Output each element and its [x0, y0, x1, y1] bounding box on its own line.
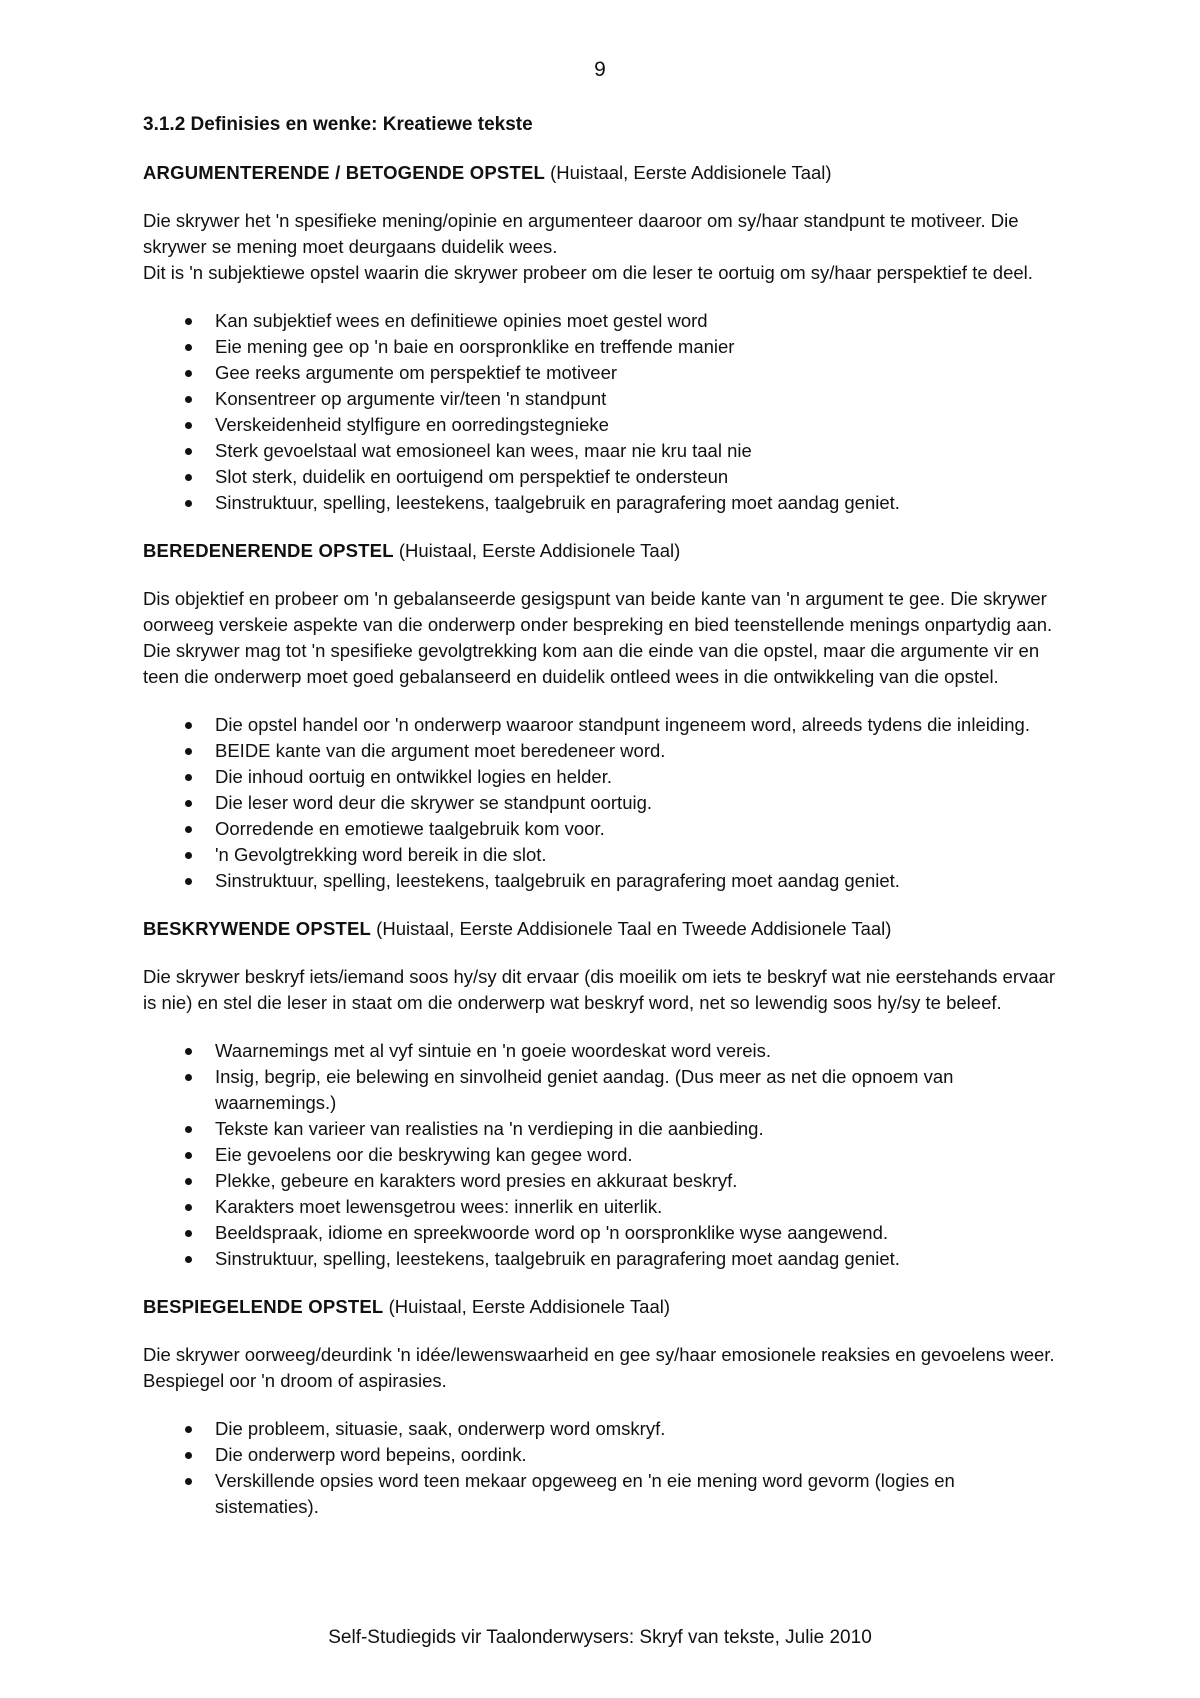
bullet-icon	[185, 748, 192, 755]
heading-note: (Huistaal, Eerste Addisionele Taal en Tweede Addisionele Taal)	[376, 918, 892, 939]
list-item	[143, 712, 1063, 738]
paragraph: Dis objektief en probeer om 'n gebalanseerde gesigspunt van beide kante van 'n argument te gee. Die skrywer oorweeg verskeie aspekte van die onderwerp onder bespreking en bied teenstellende menings onpartydig aan. Die skrywer mag tot 'n spesifieke gevolgtrekking kom aan die einde van die opstel, maar die argumente vir en teen die onderwerp moet goed gebalanseerd en duidelik ontleed wees in die ontwikkeling van die opstel.	[143, 588, 1053, 687]
list-item	[143, 412, 1063, 438]
list-item	[143, 490, 1063, 516]
section-beskrywende	[143, 916, 1063, 1272]
list-item	[143, 308, 1063, 334]
list-item-text: Karakters moet lewensgetrou wees: innerlik en uiterlik.	[215, 1196, 663, 1217]
list-item	[143, 1064, 1063, 1116]
bullet-icon	[185, 422, 192, 429]
list-item-text: Gee reeks argumente om perspektief te motiveer	[215, 362, 618, 383]
bullet-icon	[185, 1478, 192, 1485]
bullet-icon	[185, 500, 192, 507]
heading-title: ARGUMENTERENDE / BETOGENDE OPSTEL	[143, 162, 545, 183]
list-item	[143, 1116, 1063, 1142]
heading-note: (Huistaal, Eerste Addisionele Taal)	[388, 1296, 670, 1317]
page-number: 9	[594, 58, 606, 81]
bullet-list	[143, 712, 1063, 894]
list-item-text: Sinstruktuur, spelling, leestekens, taalgebruik en paragrafering moet aandag geniet.	[215, 870, 900, 891]
bullet-icon	[185, 1452, 192, 1459]
list-item-text: Eie mening gee op 'n baie en oorspronklike en treffende manier	[215, 336, 735, 357]
section-heading	[143, 916, 1063, 942]
paragraph: Die skrywer beskryf iets/iemand soos hy/sy dit ervaar (dis moeilik om iets te beskryf wat nie eerstehands ervaar is nie) en stel die leser in staat om die onderwerp wat beskryf word, net so lewendig soos hy/sy te beleef.	[143, 966, 1055, 1013]
bullet-icon	[185, 852, 192, 859]
list-item	[143, 1442, 1063, 1468]
section-beredenerende	[143, 538, 1063, 894]
bullet-icon	[185, 722, 192, 729]
bullet-icon	[185, 1256, 192, 1263]
list-item-text: Kan subjektief wees en definitiewe opinies moet gestel word	[215, 310, 708, 331]
bullet-list	[143, 1038, 1063, 1272]
list-item-text: Tekste kan varieer van realisties na 'n verdieping in die aanbieding.	[215, 1118, 764, 1139]
list-item	[143, 334, 1063, 360]
list-item	[143, 738, 1063, 764]
section-heading	[143, 160, 1063, 186]
bullet-icon	[185, 1048, 192, 1055]
bullet-icon	[185, 474, 192, 481]
bullet-icon	[185, 800, 192, 807]
bullet-icon	[185, 318, 192, 325]
list-item	[143, 360, 1063, 386]
list-item	[143, 1168, 1063, 1194]
list-item-text: 'n Gevolgtrekking word bereik in die slot.	[215, 844, 547, 865]
bullet-icon	[185, 1426, 192, 1433]
list-item-text: Verskillende opsies word teen mekaar opgeweeg en 'n eie mening word gevorm (logies en sistematies).	[215, 1470, 955, 1517]
heading-note: (Huistaal, Eerste Addisionele Taal)	[398, 540, 681, 561]
section-title: 3.1.2 Definisies en wenke: Kreatiewe tekste	[143, 114, 533, 135]
bullet-icon	[185, 1074, 192, 1081]
list-item-text: Plekke, gebeure en karakters word presies en akkuraat beskryf.	[215, 1170, 738, 1191]
list-item	[143, 816, 1063, 842]
bullet-icon	[185, 774, 192, 781]
list-item-text: Konsentreer op argumente vir/teen 'n standpunt	[215, 388, 607, 409]
section-argumenterende	[143, 160, 1063, 516]
list-item	[143, 764, 1063, 790]
list-item	[143, 438, 1063, 464]
list-item-text: Sinstruktuur, spelling, leestekens, taalgebruik en paragrafering moet aandag geniet.	[215, 1248, 900, 1269]
list-item	[143, 790, 1063, 816]
section-heading	[143, 1294, 1063, 1320]
bullet-list	[143, 308, 1063, 516]
bullet-icon	[185, 826, 192, 833]
bullet-icon	[185, 1126, 192, 1133]
paragraph: Die skrywer oorweeg/deurdink 'n idée/lewenswaarheid en gee sy/haar emosionele reaksies en gevoelens weer. Bespiegel oor 'n droom of aspirasies.	[143, 1344, 1055, 1391]
section-heading	[143, 538, 1063, 564]
list-item-text: Oorredende en emotiewe taalgebruik kom voor.	[215, 818, 605, 839]
bullet-icon	[185, 878, 192, 885]
list-item-text: Verskeidenheid stylfigure en oorredingstegnieke	[215, 414, 609, 435]
list-item	[143, 464, 1063, 490]
list-item	[143, 1194, 1063, 1220]
bullet-list	[143, 1416, 1063, 1520]
list-item-text: Insig, begrip, eie belewing en sinvolheid geniet aandag. (Dus meer as net die opnoem van waarnemings.)	[215, 1066, 954, 1113]
bullet-icon	[185, 396, 192, 403]
paragraph: Die skrywer het 'n spesifieke mening/opinie en argumenteer daaroor om sy/haar standpunt te motiveer. Die skrywer se mening moet deurgaans duidelik wees.	[143, 210, 1019, 257]
bullet-icon	[185, 1204, 192, 1211]
list-item	[143, 1142, 1063, 1168]
list-item-text: Sinstruktuur, spelling, leestekens, taalgebruik en paragrafering moet aandag geniet.	[215, 492, 900, 513]
bullet-icon	[185, 370, 192, 377]
heading-title: BEREDENERENDE OPSTEL	[143, 540, 394, 561]
bullet-icon	[185, 1152, 192, 1159]
list-item	[143, 1416, 1063, 1442]
list-item	[143, 1468, 1063, 1520]
list-item-text: Die inhoud oortuig en ontwikkel logies en helder.	[215, 766, 612, 787]
list-item	[143, 386, 1063, 412]
bullet-icon	[185, 1230, 192, 1237]
bullet-icon	[185, 448, 192, 455]
heading-note: (Huistaal, Eerste Addisionele Taal)	[550, 162, 832, 183]
paragraph-group	[143, 964, 1063, 1016]
list-item	[143, 842, 1063, 868]
list-item-text: Beeldspraak, idiome en spreekwoorde word op 'n oorspronklike wyse aangewend.	[215, 1222, 889, 1243]
list-item	[143, 1038, 1063, 1064]
paragraph-group	[143, 1342, 1063, 1394]
list-item-text: BEIDE kante van die argument moet beredeneer word.	[215, 740, 666, 761]
page-footer: Self-Studiegids vir Taalonderwysers: Skryf van tekste, Julie 2010	[328, 1627, 872, 1648]
bullet-icon	[185, 344, 192, 351]
list-item-text: Die opstel handel oor 'n onderwerp waaroor standpunt ingeneem word, alreeds tydens die inleiding.	[215, 714, 1030, 735]
list-item-text: Die leser word deur die skrywer se standpunt oortuig.	[215, 792, 653, 813]
list-item	[143, 1220, 1063, 1246]
heading-title: BESKRYWENDE OPSTEL	[143, 918, 372, 939]
list-item-text: Eie gevoelens oor die beskrywing kan gegee word.	[215, 1144, 633, 1165]
list-item	[143, 868, 1063, 894]
bullet-icon	[185, 1178, 192, 1185]
document-body	[143, 112, 1063, 1542]
paragraph: Dit is 'n subjektiewe opstel waarin die skrywer probeer om die leser te oortuig om sy/haar perspektief te deel.	[143, 262, 1033, 283]
list-item	[143, 1246, 1063, 1272]
paragraph-group	[143, 208, 1063, 286]
heading-title: BESPIEGELENDE OPSTEL	[143, 1296, 384, 1317]
paragraph-group	[143, 586, 1063, 690]
list-item-text: Waarnemings met al vyf sintuie en 'n goeie woordeskat word vereis.	[215, 1040, 772, 1061]
list-item-text: Die onderwerp word bepeins, oordink.	[215, 1444, 527, 1465]
section-bespiegelende	[143, 1294, 1063, 1520]
list-item-text: Die probleem, situasie, saak, onderwerp word omskryf.	[215, 1418, 666, 1439]
list-item-text: Sterk gevoelstaal wat emosioneel kan wees, maar nie kru taal nie	[215, 440, 752, 461]
list-item-text: Slot sterk, duidelik en oortuigend om perspektief te ondersteun	[215, 466, 729, 487]
